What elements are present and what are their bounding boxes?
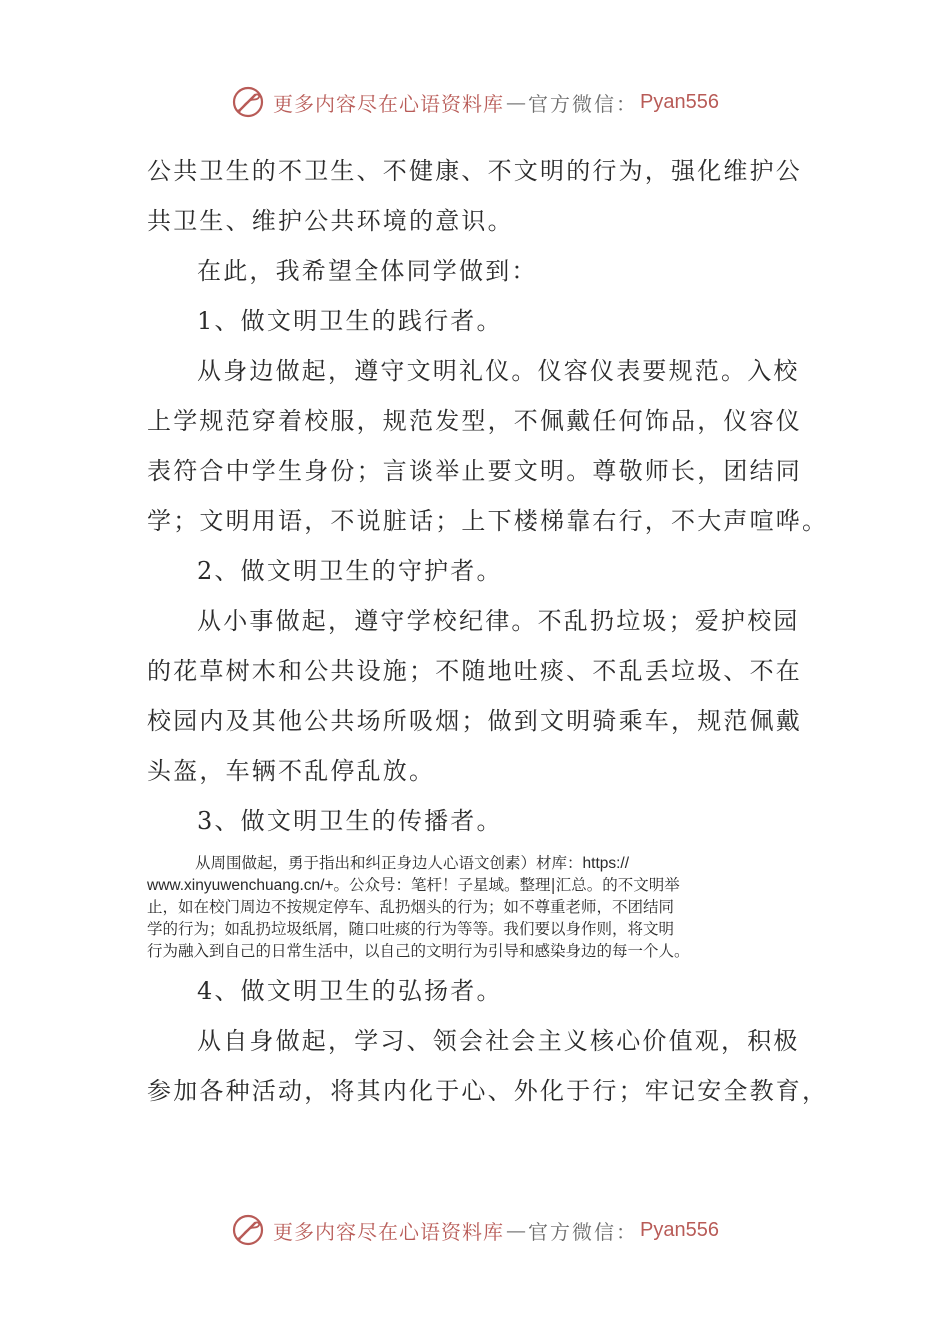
small-line	[147, 874, 797, 896]
banner-wechat-id: Pyan556	[640, 90, 719, 113]
small-line: 止，如在校门周边不按规定停车、乱扔烟头的行为；如不尊重老师，不团结同	[147, 898, 675, 916]
small-line: 行为融入到自己的日常生活中，以自己的文明行为引导和感染身边的每一个人。	[147, 942, 690, 960]
paragraph-line: 头盔，车辆不乱停乱放。	[147, 757, 436, 785]
paragraph-line: 共卫生、维护公共环境的意识。	[147, 207, 514, 235]
paragraph-line: 在此，我希望全体同学做到：	[197, 257, 538, 285]
banner-official-label: 官方微信：	[528, 1219, 639, 1244]
quill-logo-icon	[231, 1213, 265, 1247]
small-text: 从周围做起，勇于指出和纠正身边人心语文创素）材库：	[195, 854, 583, 872]
paragraph-line: 表符合中学生身份；言谈举止要文明。尊敬师长，团结同	[147, 457, 802, 485]
paragraph-line: 从身边做起，遵守文明礼仪。仪容仪表要规范。入校	[197, 357, 800, 385]
small-line: 学的行为；如乱扔垃圾纸屑，随口吐痰的行为等等。我们要以身作则，将文明	[147, 920, 675, 938]
paragraph-line: 从小事做起，遵守学校纪律。不乱扔垃圾；爱护校园	[197, 607, 800, 635]
section-heading-4: 4、做文明卫生的弘扬者。	[197, 977, 503, 1005]
paragraph-line: 学；文明用语，不说脏话；上下楼梯靠右行，不大声喧哗。	[147, 507, 829, 535]
banner-dash: —	[506, 1218, 527, 1242]
header-banner	[0, 80, 950, 124]
banner-wechat-id: Pyan556	[640, 1218, 719, 1241]
document-body	[147, 146, 829, 1116]
section-heading-2: 2、做文明卫生的守护者。	[197, 557, 503, 585]
small-line	[147, 852, 797, 874]
paragraph-line: 校园内及其他公共场所吸烟；做到文明骑乘车，规范佩戴	[147, 707, 802, 735]
small-text: 。公众号：笔杆！子星域。整理|汇总。的不文明举	[333, 876, 680, 894]
footer-banner	[0, 1208, 950, 1252]
url-text: https://	[582, 855, 630, 872]
url-text: www.xinyuwenchuang.cn/+	[147, 877, 334, 894]
paragraph-line: 上学规范穿着校服，规范发型，不佩戴任何饰品，仪容仪	[147, 407, 802, 435]
paragraph-line: 从自身做起，学习、领会社会主义核心价值观，积极	[197, 1027, 800, 1055]
section-heading-1: 1、做文明卫生的践行者。	[197, 307, 503, 335]
banner-official-label: 官方微信：	[528, 91, 639, 116]
paragraph-line: 公共卫生的不卫生、不健康、不文明的行为，强化维护公	[147, 157, 802, 185]
banner-dash: —	[506, 90, 527, 114]
paragraph-line: 的花草树木和公共设施；不随地吐痰、不乱丢垃圾、不在	[147, 657, 802, 685]
banner-brand: 更多内容尽在心语资料库	[273, 91, 505, 116]
section-heading-3: 3、做文明卫生的传播者。	[197, 807, 503, 835]
quill-logo-icon	[231, 85, 265, 119]
banner-brand: 更多内容尽在心语资料库	[273, 1219, 505, 1244]
paragraph-line: 参加各种活动，将其内化于心、外化于行；牢记安全教育，	[147, 1077, 829, 1105]
small-print-paragraph	[147, 852, 797, 962]
